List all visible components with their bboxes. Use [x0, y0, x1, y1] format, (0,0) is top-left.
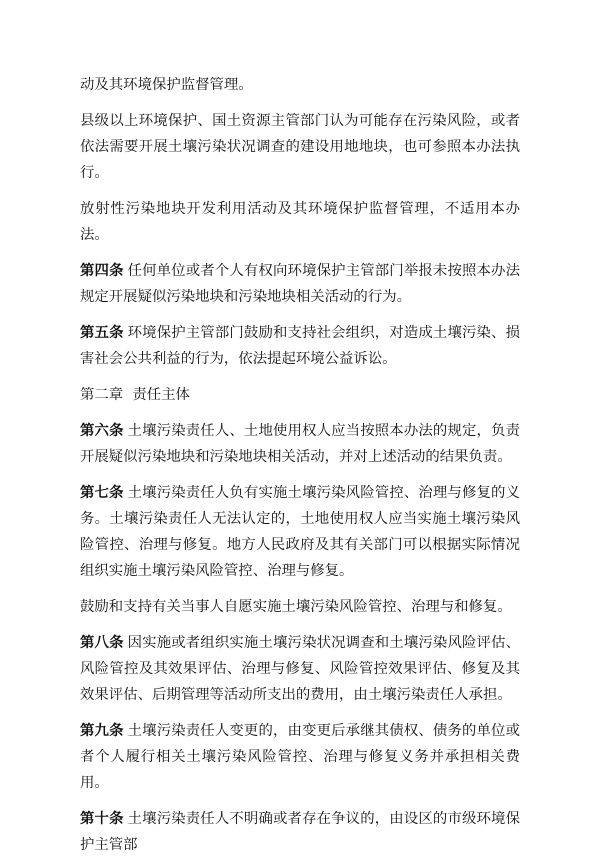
paragraph-text: 环境保护主管部门鼓励和支持社会组织，对造成土壤污染、损害社会公共利益的行为，依法提起环境公益诉讼。 — [80, 325, 520, 367]
paragraph — [80, 630, 520, 708]
paragraph-text: 县级以上环境保护、国土资源主管部门认为可能存在污染风险，或者依法需要开展土壤污染状况调查的建设用地地块，也可参照本办法执行。 — [80, 113, 520, 181]
chapter-heading — [80, 382, 520, 408]
article-number: 第五条 — [80, 324, 124, 341]
paragraph — [80, 806, 520, 858]
article-number: 第七条 — [80, 484, 124, 501]
paragraph — [80, 196, 520, 248]
paragraph-text: 放射性污染地块开发利用活动及其环境保护监督管理，不适用本办法。 — [80, 201, 520, 243]
paragraph — [80, 258, 520, 310]
paragraph — [80, 108, 520, 186]
document-body — [80, 72, 520, 868]
paragraph-text: 土壤污染责任人、土地使用权人应当按照本办法的规定，负责开展疑似污染地块和污染地块相关活动，并对上述活动的结果负责。 — [80, 423, 520, 465]
paragraph — [80, 480, 520, 584]
article-number: 第九条 — [80, 722, 124, 739]
article-number: 第八条 — [80, 634, 124, 651]
paragraph-text: 因实施或者组织实施土壤污染状况调查和土壤污染风险评估、风险管控及其效果评估、治理与修复、风险管控效果评估、修复及其效果评估、后期管理等活动所支出的费用，由土壤污染责任人承担。 — [80, 635, 520, 703]
paragraph — [80, 594, 520, 620]
article-number: 第四条 — [80, 262, 124, 279]
paragraph-text: 土壤污染责任人变更的，由变更后承继其债权、债务的单位或者个人履行相关土壤污染风险管控、治理与修复义务并承担相关费用。 — [80, 723, 520, 791]
paragraph — [80, 320, 520, 372]
paragraph-text: 动及其环境保护监督管理。 — [80, 77, 253, 93]
paragraph — [80, 418, 520, 470]
paragraph-text: 土壤污染责任人不明确或者存在争议的，由设区的市级环境保护主管部 — [80, 811, 520, 853]
article-number: 第十条 — [80, 810, 124, 827]
article-number: 第六条 — [80, 422, 124, 439]
chapter-title-text: 第二章 责任主体 — [80, 387, 190, 403]
paragraph-text: 鼓励和支持有关当事人自愿实施土壤污染风险管控、治理与和修复。 — [80, 599, 512, 615]
paragraph — [80, 718, 520, 796]
paragraph-text: 土壤污染责任人负有实施土壤污染风险管控、治理与修复的义务。土壤污染责任人无法认定的，土地使用权人应当实施土壤污染风险管控、治理与修复。地方人民政府及其有关部门可以根据实际情况组织实施土壤污染风险管控、治理与修复。 — [80, 485, 520, 579]
paragraph — [80, 72, 520, 98]
paragraph-text: 任何单位或者个人有权向环境保护主管部门举报未按照本办法规定开展疑似污染地块和污染地块相关活动的行为。 — [80, 263, 520, 305]
